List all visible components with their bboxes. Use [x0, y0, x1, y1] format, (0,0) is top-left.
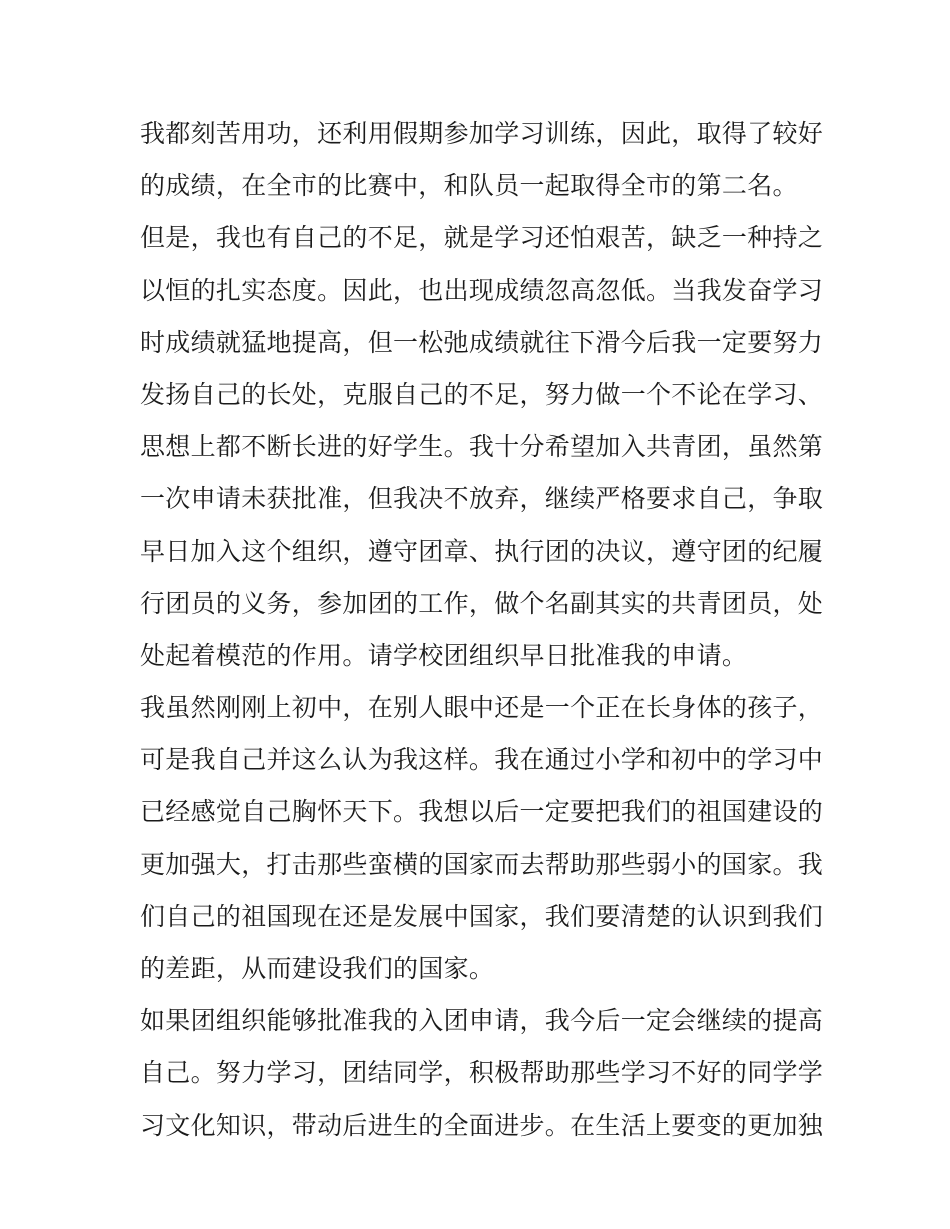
text-line: 行团员的义务，参加团的工作，做个名副其实的共青团员，处: [140, 588, 824, 618]
text-line: 我虽然刚刚上初中，在别人眼中还是一个正在长身体的孩子，: [140, 693, 824, 723]
text-line: 思想上都不断长进的好学生。我十分希望加入共青团，虽然第: [140, 432, 824, 462]
text-line: 发扬自己的长处，克服自己的不足，努力做一个不论在学习、: [140, 379, 824, 409]
text-line: 但是，我也有自己的不足，就是学习还怕艰苦，缺乏一种持之: [140, 223, 824, 253]
text-line: 已经感觉自己胸怀天下。我想以后一定要把我们的祖国建设的: [140, 797, 824, 827]
text-line: 的成绩，在全市的比赛中，和队员一起取得全市的第二名。: [140, 171, 798, 201]
text-line: 更加强大，打击那些蛮横的国家而去帮助那些弱小的国家。我: [140, 849, 824, 879]
text-line: 时成绩就猛地提高，但一松弛成绩就往下滑今后我一定要努力: [140, 327, 824, 357]
text-line: 一次申请未获批准，但我决不放弃，继续严格要求自己，争取: [140, 484, 824, 514]
text-line: 习文化知识，带动后进生的全面进步。在生活上要变的更加独: [140, 1110, 824, 1140]
text-line: 以恒的扎实态度。因此，也出现成绩忽高忽低。当我发奋学习: [140, 275, 824, 305]
text-line: 可是我自己并这么认为我这样。我在通过小学和初中的学习中: [140, 745, 824, 775]
text-line: 处起着模范的作用。请学校团组织早日批准我的申请。: [140, 640, 748, 670]
text-line: 我都刻苦用功，还利用假期参加学习训练，因此，取得了较好: [140, 119, 824, 148]
text-line: 自己。努力学习，团结同学，积极帮助那些学习不好的同学学: [140, 1058, 824, 1088]
text-line: 如果团组织能够批准我的入团申请，我今后一定会继续的提高: [140, 1006, 824, 1036]
text-line: 的差距，从而建设我们的国家。: [140, 954, 495, 983]
body-text: [140, 108, 824, 1152]
text-line: 早日加入这个组织，遵守团章、执行团的决议，遵守团的纪履: [140, 536, 824, 566]
text-line: 们自己的祖国现在还是发展中国家，我们要清楚的认识到我们: [140, 901, 824, 931]
